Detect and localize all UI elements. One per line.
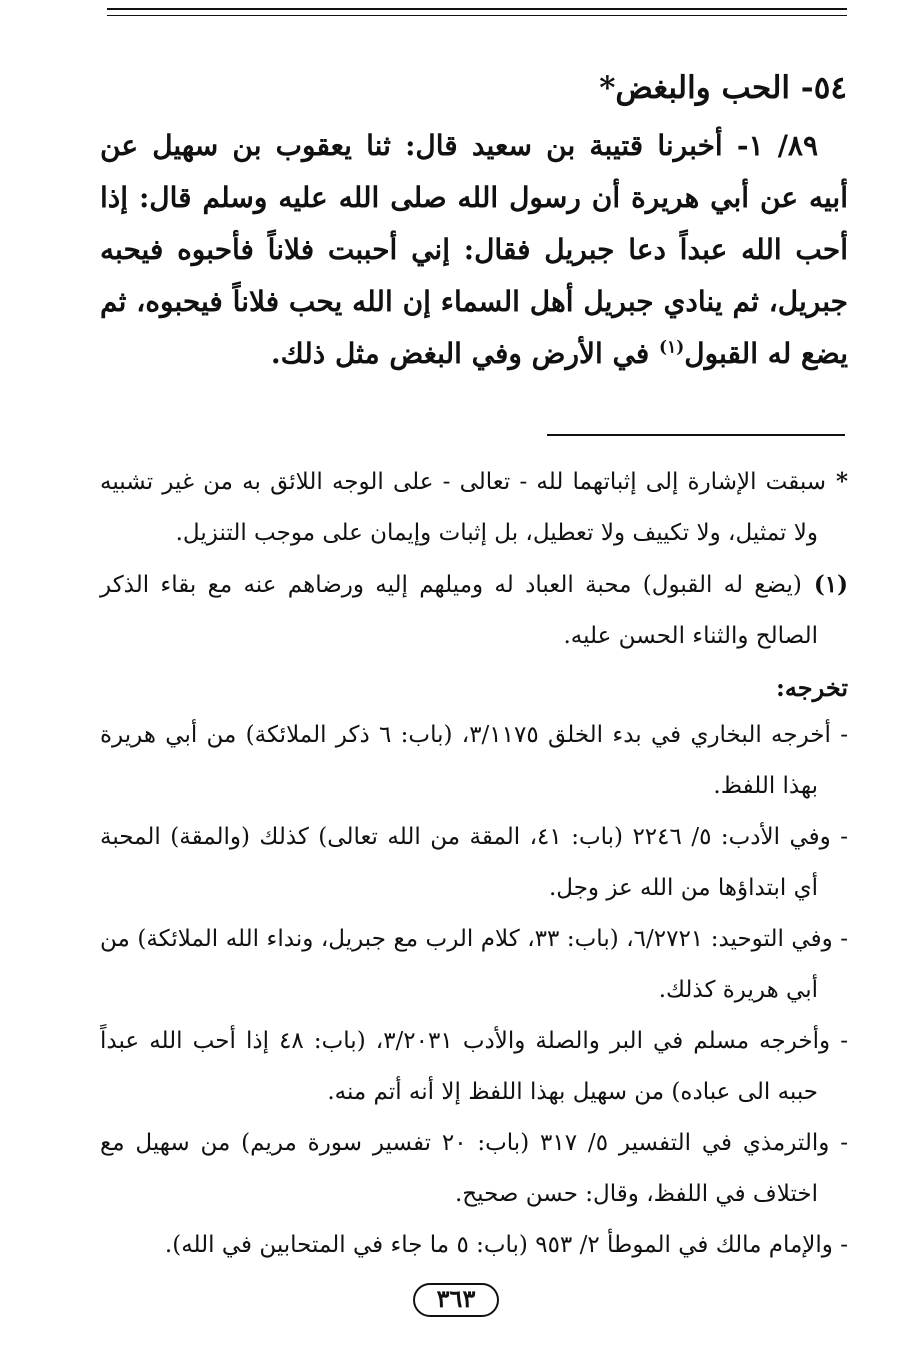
footnote-item: [100, 559, 848, 662]
takhrij-heading: تخرجه:: [776, 673, 848, 702]
takhrij-item: - والترمذي في التفسير ٥/ ٣١٧ (باب: ٢٠ تفسير سورة مريم) من سهيل مع اختلاف في اللفظ، وقال: حسن صحيح.: [100, 1130, 848, 1207]
takhrij-list: [100, 710, 848, 1271]
footnote-marker: (١): [659, 337, 685, 358]
hadith-text: [100, 120, 848, 380]
footnote-lead: *: [826, 468, 848, 495]
takhrij-item: - وفي التوحيد: ٦/٢٧٢١، (باب: ٣٣، كلام الرب مع جبريل، ونداء الله الملائكة) من أبي هريرة كذلك.: [100, 926, 848, 1003]
hadith-body: ٨٩/ ١- أخبرنا قتيبة بن سعيد قال: ثنا يعقوب بن سهيل عن أبيه عن أبي هريرة أن رسول الله صلى الله عليه وسلم قال: إذا أحب الله عبداً دعا جبريل فقال: إني أحببت فلاناً فأحبوه فيحبه جبريل، ثم ينادي جبريل أهل السماء إن الله يحب فلاناً فيحبوه، ثم يضع له القبول: [100, 129, 848, 370]
footnote-lead: (١): [801, 571, 849, 598]
footnote-separator: [547, 434, 845, 436]
page-number: ٣٦٣: [413, 1283, 499, 1317]
footnote-text: (يضع له القبول) محبة العباد له وميلهم إليه ورضاهم عنه مع بقاء الذكر الصالح والثناء الحسن عليه.: [100, 572, 818, 649]
footnote-item: [100, 456, 848, 559]
takhrij-item: - والإمام مالك في الموطأ ٢/ ٩٥٣ (باب: ٥ ما جاء في المتحابين في الله).: [164, 1232, 848, 1258]
footnote-text: سبقت الإشارة إلى إثباتهما لله - تعالى - على الوجه اللائق به من غير تشبيه ولا تمثيل، ولا تكييف ولا تعطيل، بل إثبات وإيمان على موجب التنزيل.: [100, 469, 827, 546]
chapter-title: ٥٤- الحب والبغض*: [599, 70, 847, 106]
footnotes-section: [100, 456, 848, 1271]
header-rule-bottom: [107, 15, 847, 16]
takhrij-item: - أخرجه البخاري في بدء الخلق ٣/١١٧٥، (باب: ٦ ذكر الملائكة) من أبي هريرة بهذا اللفظ.: [100, 722, 848, 799]
takhrij-item: - وفي الأدب: ٥/ ٢٢٤٦ (باب: ٤١، المقة من الله تعالى) كذلك (والمقة) المحبة أي ابتداؤها من الله عز وجل.: [100, 824, 848, 901]
takhrij-item: - وأخرجه مسلم في البر والصلة والأدب ٣/٢٠٣١، (باب: ٤٨ إذا أحب الله عبداً حببه الى عباده) من سهيل بهذا اللفظ إلا أنه أتم منه.: [100, 1028, 848, 1105]
hadith-body-end: في الأرض وفي البغض مثل ذلك.: [270, 337, 660, 370]
header-rule-top: [107, 8, 847, 10]
